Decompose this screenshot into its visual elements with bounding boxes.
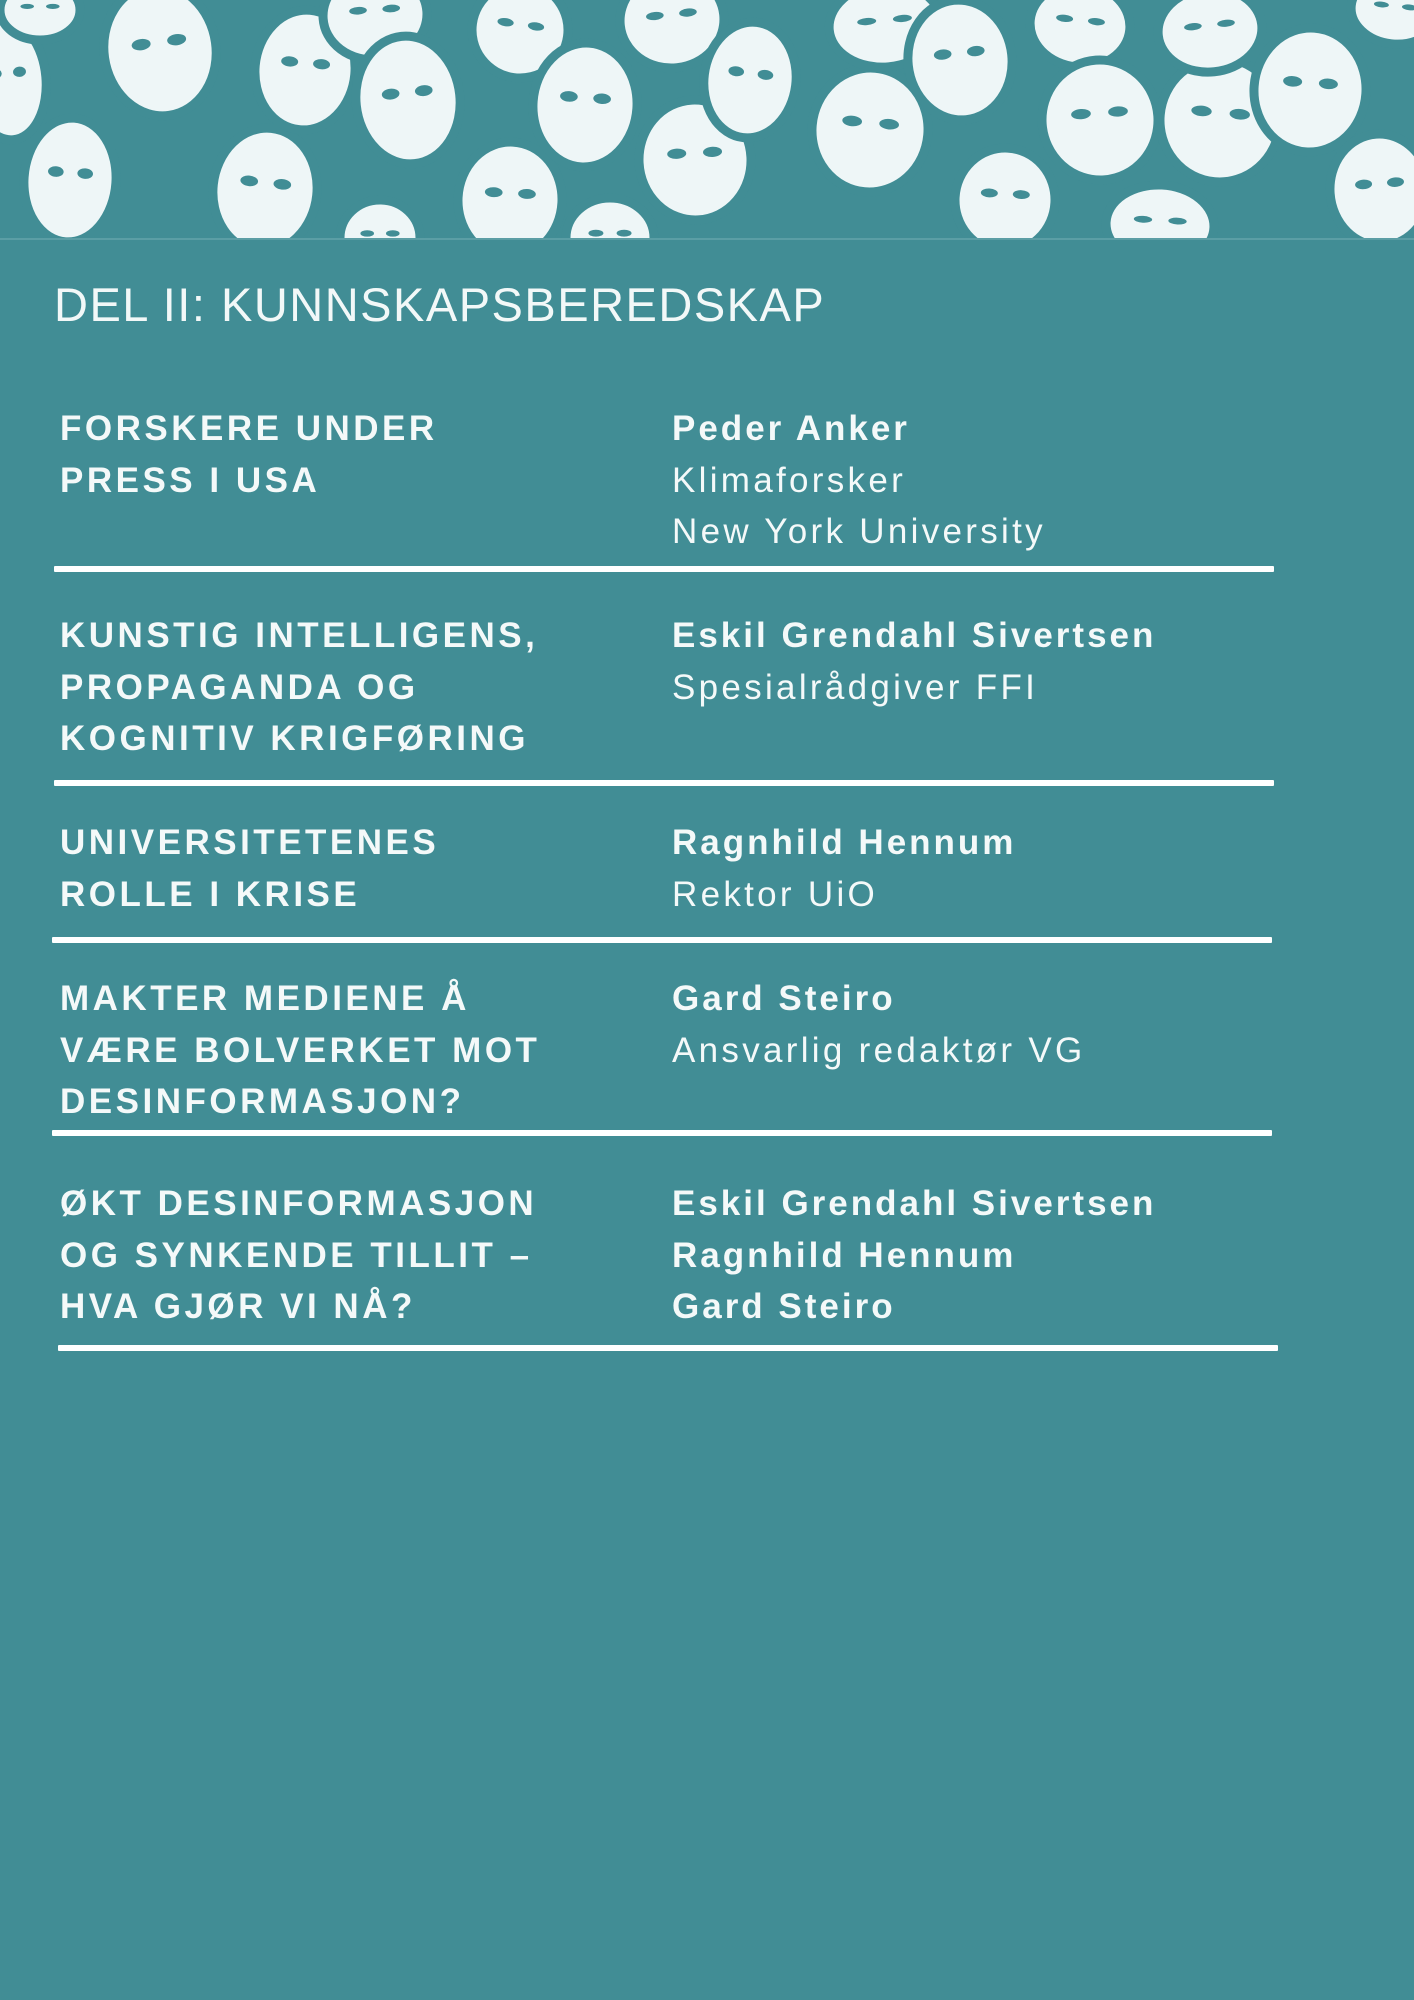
speaker-name: Eskil Grendahl Sivertsen xyxy=(672,616,1157,655)
face-icon xyxy=(207,123,323,238)
session-speakers xyxy=(672,973,1372,1076)
session-topic: MAKTER MEDIENE Å VÆRE BOLVERKET MOT DESINFORMASJON? xyxy=(60,979,541,1121)
session-divider xyxy=(54,780,1274,786)
face-icon xyxy=(952,145,1057,238)
session-divider xyxy=(58,1345,1278,1351)
session-divider xyxy=(54,566,1274,572)
section-title: DEL II: KUNNSKAPSBEREDSKAP xyxy=(54,278,826,331)
session-speakers xyxy=(672,1178,1372,1333)
session-divider xyxy=(52,937,1272,943)
session-topic: KUNSTIG INTELLIGENS, PROPAGANDA OG KOGNITIV KRIGFØRING xyxy=(60,616,539,758)
face-icon xyxy=(1250,24,1370,156)
speaker-name: Gard Steiro xyxy=(672,979,896,1018)
speaker-role: Spesialrådgiver FFI xyxy=(672,667,1039,707)
face-icon xyxy=(350,31,467,169)
face-icon xyxy=(1104,182,1216,238)
session-speakers xyxy=(672,817,1372,920)
face-icon xyxy=(566,198,654,238)
crowd-of-faces-illustration xyxy=(0,0,1414,238)
speaker-role: Ansvarlig redaktør VG xyxy=(672,1030,1086,1070)
face-icon xyxy=(20,115,120,238)
speaker-name: Peder Anker xyxy=(672,409,910,448)
banner-divider xyxy=(0,238,1414,240)
face-icon xyxy=(340,200,420,238)
speaker-name: Gard Steiro xyxy=(672,1287,896,1326)
speaker-role: Klimaforsker xyxy=(672,460,907,500)
session-divider xyxy=(52,1130,1272,1136)
session-topic: UNIVERSITETENES ROLLE I KRISE xyxy=(60,823,440,914)
face-icon xyxy=(0,0,80,40)
face-icon xyxy=(529,40,641,171)
face-icon xyxy=(95,0,224,123)
speaker-role: New York University xyxy=(672,512,1046,551)
face-icon xyxy=(1038,56,1162,184)
crowd-of-faces-banner xyxy=(0,0,1414,238)
speaker-name: Eskil Grendahl Sivertsen xyxy=(672,1184,1157,1223)
speaker-name: Ragnhild Hennum xyxy=(672,1235,1017,1275)
session-speakers xyxy=(672,610,1372,713)
session-speakers xyxy=(672,403,1372,558)
speaker-name: Ragnhild Hennum xyxy=(672,823,1017,862)
speaker-role: Rektor UiO xyxy=(672,874,879,914)
session-topic: ØKT DESINFORMASJON OG SYNKENDE TILLIT – HVA GJØR VI NÅ? xyxy=(60,1184,538,1326)
face-icon xyxy=(1348,0,1414,48)
session-topic: FORSKERE UNDER PRESS I USA xyxy=(60,409,438,500)
